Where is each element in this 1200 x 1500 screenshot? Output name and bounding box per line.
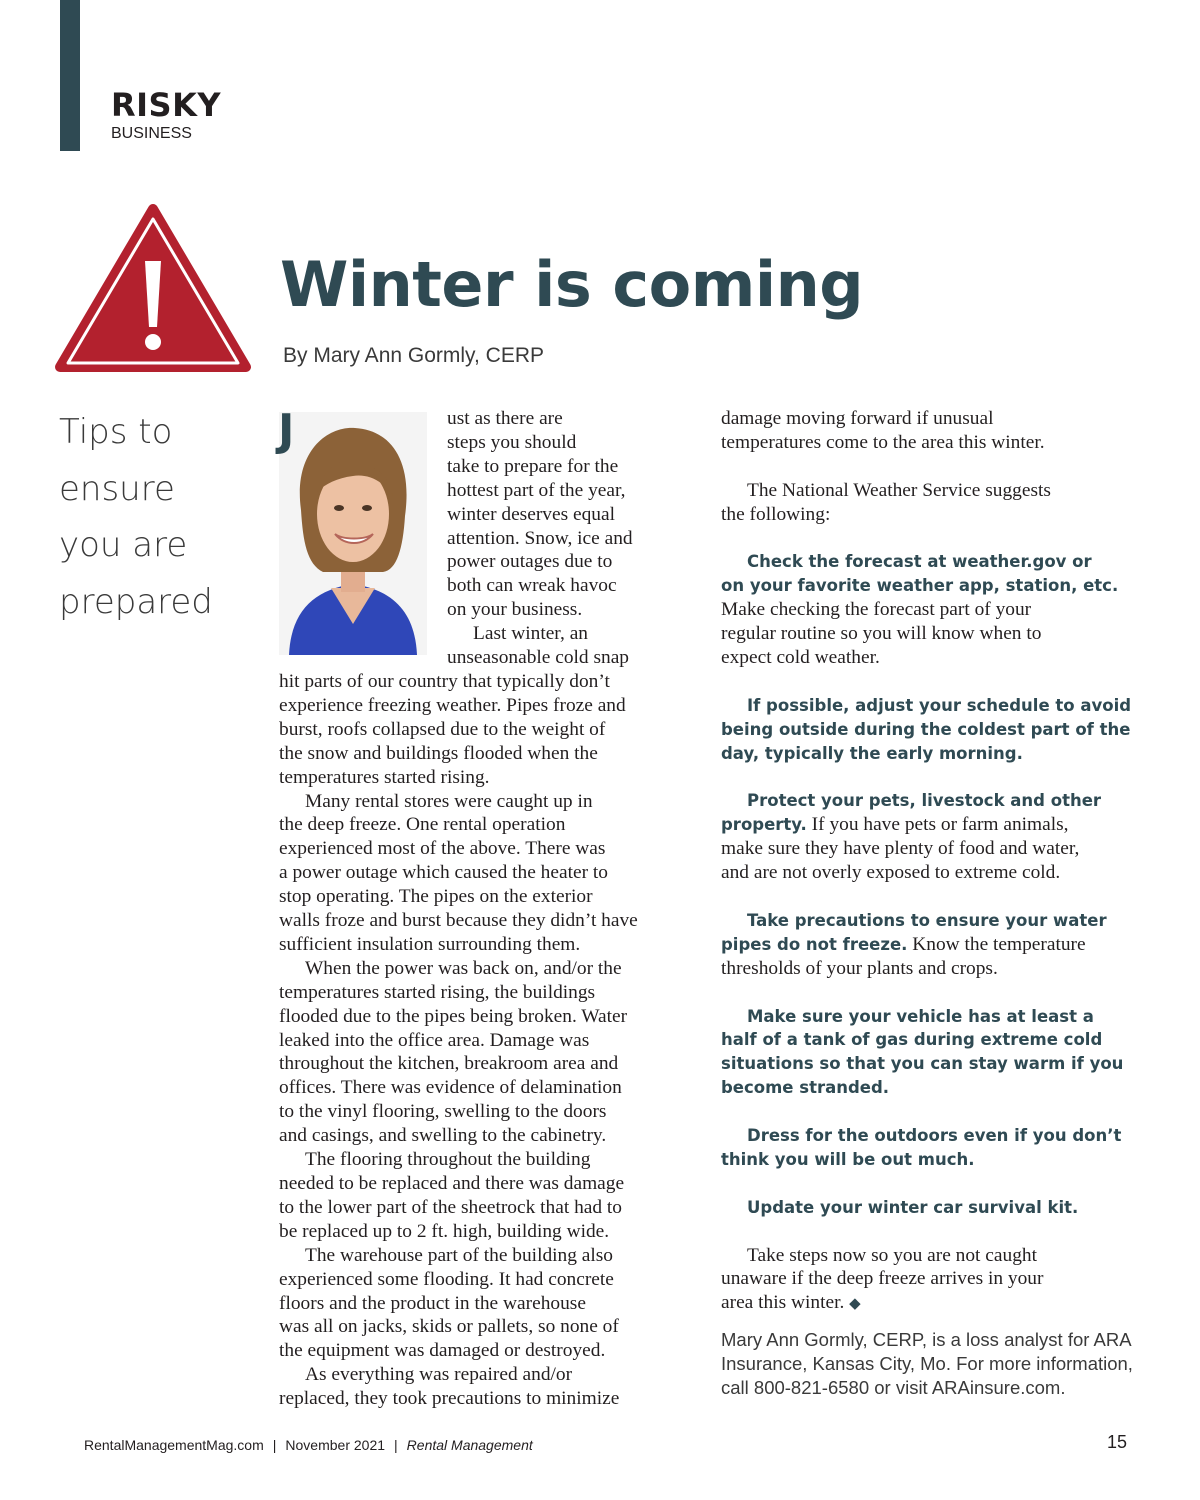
tip-heading: Dress for the outdoors even if you don’t [747,1126,1122,1146]
body-line: be replaced up to 2 ft. high, building wide. [279,1220,610,1242]
tip-heading: Check the forecast at weather.gov or [747,552,1092,572]
tip-heading: on your favorite weather app, station, etc. [721,576,1119,596]
tip-heading: pipes do not freeze. Know the temperature [721,933,1086,955]
body-line: and casings, and swelling to the cabinetry. [279,1125,607,1147]
body-line: damage moving forward if unusual [721,408,994,429]
article-headline: Winter is coming [280,248,864,321]
body-line: needed to be replaced and there was damage [279,1173,625,1194]
tip-heading: think you will be out much. [721,1149,975,1169]
bio-line: call 800-821-6580 or visit ARAinsure.com. [721,1377,1066,1399]
body-line: The National Weather Service suggests [747,479,1051,501]
deck-line: you are [59,525,188,565]
body-line: temperatures started rising, the buildings [279,981,596,1003]
body-line: burst, roofs collapsed due to the weight of [279,718,606,740]
body-line: regular routine so you will know when to [721,623,1042,645]
section-title: RISKY [111,86,222,124]
footer-magazine: Rental Management [406,1437,533,1453]
tip-heading: become stranded. [721,1078,890,1098]
tip-heading: Update your winter car survival kit. [747,1197,1079,1217]
body-line: Many rental stores were caught up in [305,790,593,812]
body-line: offices. There was evidence of delamination [279,1077,622,1099]
article-byline: By Mary Ann Gormly, CERP [283,344,545,367]
body-line: flooded due to the pipes being broken. Water [279,1005,628,1027]
tip-heading: Protect your pets, livestock and other [747,791,1102,811]
body-line: expect cold weather. [721,647,880,669]
body-line: Make checking the forecast part of your [721,599,1032,621]
drop-cap: J [278,405,295,456]
deck-line: Tips to [59,412,173,452]
tip-heading: being outside during the coldest part of the [721,719,1131,739]
tip-heading: half of a tank of gas during extreme cold [721,1030,1103,1050]
section-subtitle: BUSINESS [111,125,192,142]
bio-line: Mary Ann Gormly, CERP, is a loss analyst for ARA [721,1329,1132,1351]
body-line: experienced most of the above. There was [279,838,606,860]
body-line: Take steps now so you are not caught [747,1244,1037,1266]
body-line: unseasonable cold snap [447,647,630,669]
body-line: the snow and buildings flooded when the [279,742,598,764]
body-line: was all on jacks, skids or pallets, so none of [279,1316,619,1338]
body-line: the equipment was damaged or destroyed. [279,1340,606,1362]
body-line: experienced some flooding. It had concrete [279,1268,614,1290]
body-line: a power outage which caused the heater to [279,862,608,884]
body-line: take to prepare for the [447,455,619,477]
body-line: hottest part of the year, [447,479,626,501]
footer-separator: | [394,1437,398,1453]
footer-site: RentalManagementMag.com [84,1437,264,1453]
end-mark-icon: ◆ [849,1294,861,1313]
body-line: and are not overly exposed to extreme cold. [721,862,1061,884]
body-line: temperatures come to the area this winter. [721,431,1045,453]
tip-heading: Make sure your vehicle has at least a [747,1006,1094,1026]
tip-heading: property. If you have pets or farm animals, [721,814,1069,836]
body-line: unaware if the deep freeze arrives in your [721,1268,1044,1290]
body-line: steps you should [447,431,577,453]
page-footer [84,1437,533,1453]
author-bio [721,1328,1141,1400]
section-accent-bar [60,0,80,151]
body-line: the following: [721,503,831,525]
tip-heading: Take precautions to ensure your water [747,910,1107,930]
page-number: 15 [1107,1432,1128,1452]
body-line: ust as there are [447,408,563,429]
body-line: to the lower part of the sheetrock that had to [279,1196,622,1218]
body-line: leaked into the office area. Damage was [279,1029,590,1051]
body-line: walls froze and burst because they didn’t have [279,910,638,932]
body-line: replaced, they took precautions to minimize [279,1388,620,1410]
body-line: The warehouse part of the building also [305,1244,614,1266]
body-line: floors and the product in the warehouse [279,1292,586,1314]
footer-issue: November 2021 [285,1437,386,1453]
tip-heading: day, typically the early morning. [721,743,1023,763]
article-column-2 [721,407,1141,1400]
footer-separator: | [272,1437,277,1453]
tip-heading: situations so that you can stay warm if you [721,1054,1124,1074]
body-line: make sure they have plenty of food and water, [721,838,1080,860]
bio-line: Insurance, Kansas City, Mo. For more information, [721,1353,1133,1375]
body-line: temperatures started rising. [279,766,490,788]
article-deck [59,404,259,630]
body-line: hit parts of our country that typically don’t [279,670,610,692]
tip-heading: If possible, adjust your schedule to avoid [747,695,1132,715]
body-line: on your business. [447,599,583,621]
body-line: the deep freeze. One rental operation [279,814,566,836]
body-line: thresholds of your plants and crops. [721,957,998,979]
body-line: experience freezing weather. Pipes froze and [279,694,626,716]
warning-triangle-icon [54,203,252,375]
body-line: sufficient insulation surrounding them. [279,933,581,955]
body-line: attention. Snow, ice and [447,527,633,549]
body-line: winter deserves equal [447,503,615,525]
body-line: to the vinyl flooring, swelling to the doors [279,1101,607,1123]
body-line: The flooring throughout the building [305,1149,591,1171]
body-line: throughout the kitchen, breakroom area and [279,1053,619,1075]
deck-line: ensure [59,468,175,509]
body-line: When the power was back on, and/or the [305,957,622,979]
body-line: Last winter, an [473,623,588,645]
closing-line: area this winter. ◆ [721,1292,861,1314]
body-line: As everything was repaired and/or [305,1364,573,1386]
deck-line: prepared [59,581,213,622]
body-line: stop operating. The pipes on the exterior [279,886,593,908]
article-column-1 [279,407,699,1411]
body-line: both can wreak havoc [447,575,617,597]
body-line: power outages due to [447,551,613,573]
